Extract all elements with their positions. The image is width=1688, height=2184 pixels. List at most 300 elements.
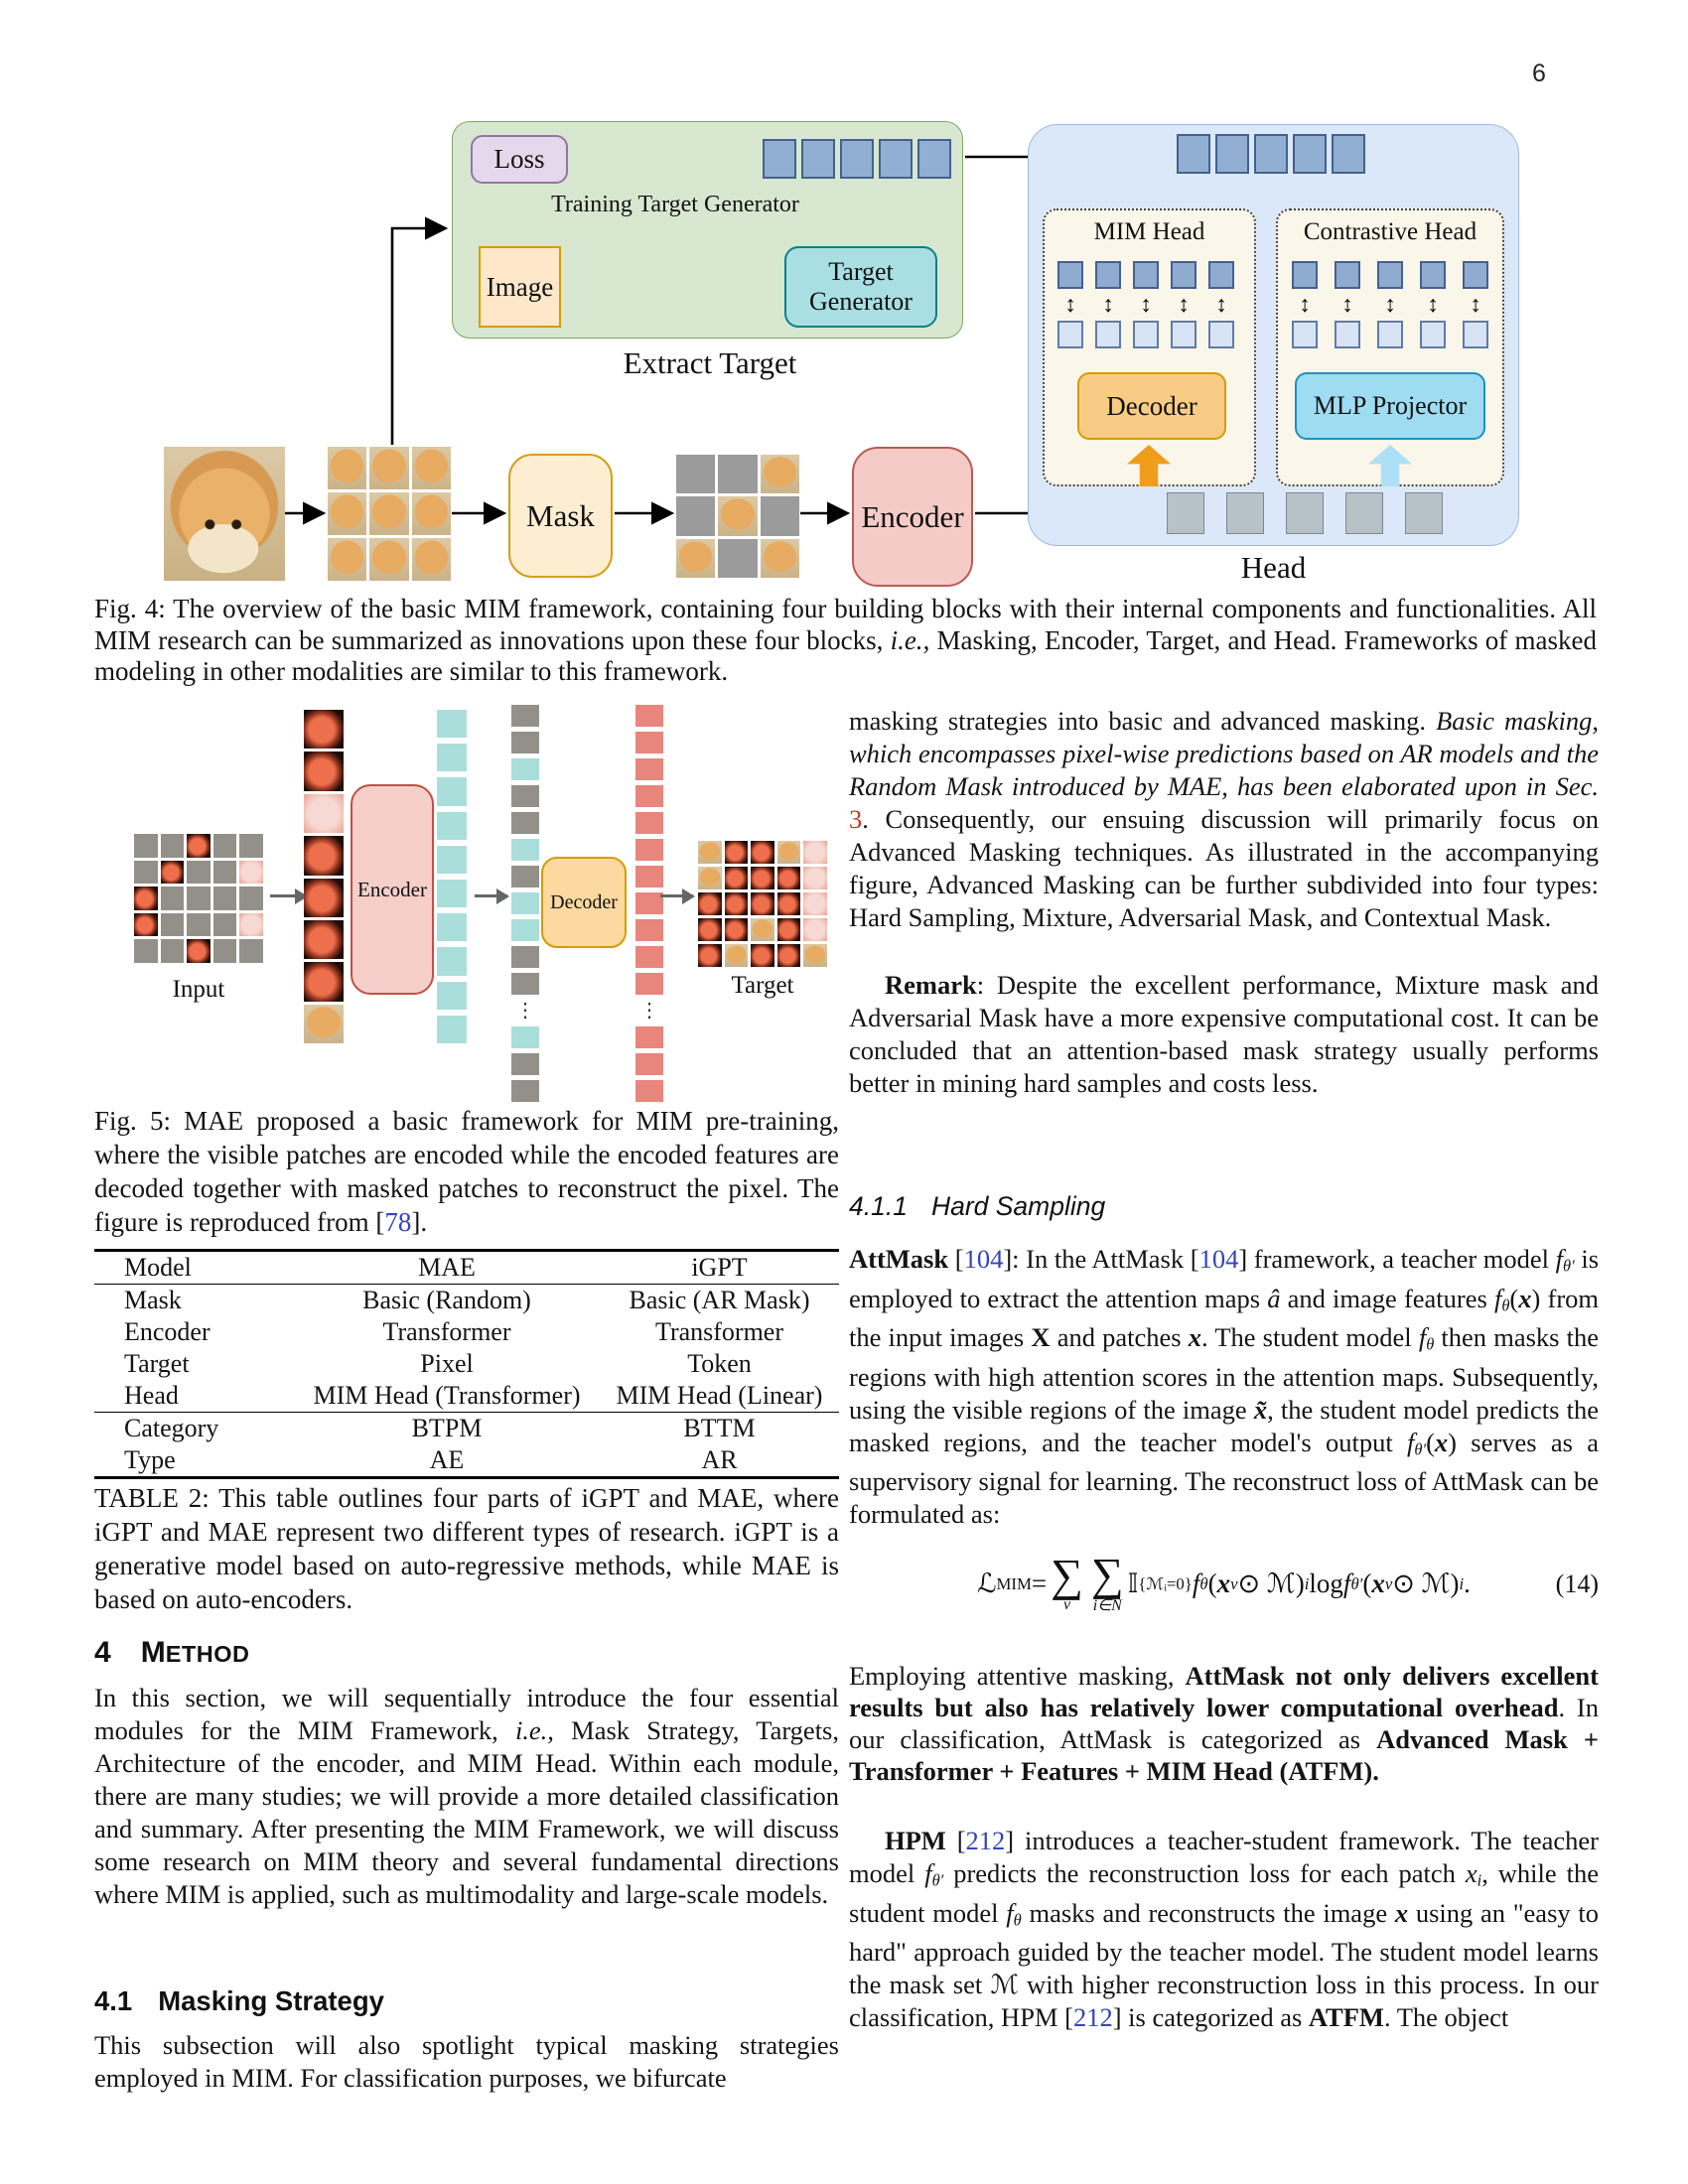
text-run: )	[1448, 1427, 1457, 1457]
text-run: In this section, we will sequentially introduce the four essential modules for the MIM Framework,	[94, 1683, 839, 1745]
text-run: .	[1464, 1569, 1471, 1599]
text-run: serves as a supervisory signal for learning. The reconstruct loss of AttMask can be formulated as:	[849, 1427, 1599, 1530]
section-4-1-heading	[94, 1985, 384, 2017]
citation-link[interactable]: 3	[849, 804, 863, 834]
grid-cell	[161, 939, 185, 963]
grid-cell	[213, 834, 237, 858]
equation-14	[849, 1545, 1599, 1624]
grid-cell	[412, 492, 451, 535]
token	[1226, 492, 1264, 534]
text-run: ETHOD	[165, 1641, 250, 1667]
mlp-projector-box: MLP Projector	[1295, 372, 1485, 440]
text-run: ⊙ ℳ)	[1237, 1569, 1305, 1599]
grid-cell	[635, 705, 663, 727]
citation-link[interactable]: 212	[965, 1826, 1006, 1855]
grid-cell	[213, 861, 237, 885]
token	[1177, 134, 1210, 174]
grid-cell	[777, 841, 801, 864]
grid-cell	[511, 1026, 539, 1048]
text-run: v	[1384, 1573, 1393, 1593]
citation-link[interactable]: 212	[1072, 2002, 1113, 2033]
text-run: TABLE 2: This table outlines four parts of iGPT and MAE, where iGPT and MAE represent two different types of research. iGPT is a generative model based on auto-regressive methods, while MAE is based on auto-encoders.	[94, 1483, 839, 1614]
image-box: Image	[479, 246, 561, 328]
grid-cell	[437, 812, 467, 840]
token	[1215, 134, 1249, 174]
grid-cell	[635, 973, 663, 995]
grid-cell	[511, 866, 539, 887]
token	[1286, 492, 1324, 534]
grid-cell	[777, 892, 801, 915]
fig5-decoder-output-column	[635, 705, 663, 1102]
grid-cell	[187, 939, 211, 963]
token	[1057, 321, 1083, 348]
text-run: and image features	[1280, 1283, 1494, 1313]
text-run: , the student model predicts the masked regions, and the teacher model's output	[849, 1394, 1599, 1457]
text-run: [	[956, 1826, 966, 1855]
grid-cell	[725, 867, 749, 889]
token	[1292, 261, 1318, 289]
text-run: θ	[1426, 1334, 1435, 1354]
grid-cell	[511, 946, 539, 968]
text-run: AttMask	[849, 1244, 955, 1274]
table-row: Mask Basic (Random) Basic (AR Mask)	[94, 1285, 839, 1317]
grid-cell	[304, 794, 344, 833]
grid-cell	[718, 455, 757, 493]
text-run: predicts the reconstruction loss for each patch	[943, 1858, 1466, 1888]
grid-cell	[239, 834, 263, 858]
target-token-strip	[763, 139, 951, 179]
text-run: Advanced Mask + Transformer + Features + MIM Head (ATFM).	[849, 1724, 1599, 1786]
table-row: Target Pixel Token	[124, 1349, 752, 1378]
token	[1167, 492, 1204, 534]
grid-cell	[511, 1053, 539, 1075]
text-run: . The object	[1383, 2002, 1509, 2033]
token: ↕	[1140, 292, 1152, 317]
token	[1171, 261, 1196, 289]
text-run: i.e.	[890, 624, 923, 655]
token	[763, 139, 796, 179]
target-generator-box: Target Generator	[784, 246, 937, 328]
grid-cell	[725, 944, 749, 967]
token	[1057, 261, 1083, 289]
grid-cell	[239, 887, 263, 910]
token	[1133, 261, 1159, 289]
contrastive-upper-tokens	[1292, 261, 1488, 289]
grid-cell	[698, 892, 722, 915]
grid-cell	[751, 918, 774, 941]
grid-cell	[698, 867, 722, 889]
grid-cell	[161, 913, 185, 937]
grid-cell	[698, 944, 722, 967]
fig5-visible-patch-strip	[304, 710, 344, 1043]
text-run: f	[924, 1858, 932, 1888]
section-title: Masking Strategy	[158, 1985, 384, 2016]
token	[879, 139, 913, 179]
section-4-heading	[94, 1636, 249, 1670]
grid-cell	[777, 944, 801, 967]
token	[917, 139, 951, 179]
grid-cell	[161, 887, 185, 910]
grid-cell	[718, 496, 757, 535]
grid-cell	[803, 867, 827, 889]
text-run: , while the student model	[849, 1858, 1599, 1928]
grid-cell	[134, 887, 158, 910]
figure-5-mae-framework	[89, 700, 844, 1107]
grid-cell	[161, 834, 185, 858]
grid-cell	[304, 710, 344, 749]
text-run: This subsection will also spotlight typical masking strategies employed in MIM. For classification purposes, we bifurcate	[94, 2030, 839, 2093]
grid-cell	[751, 944, 774, 967]
mim-updown-arrows	[1057, 289, 1234, 321]
grid-cell: ⋮	[639, 1000, 659, 1022]
table-2	[94, 1249, 839, 1479]
grid-cell	[437, 846, 467, 874]
token	[1345, 492, 1383, 534]
text-run: f	[1006, 1897, 1014, 1928]
token	[1420, 321, 1446, 348]
text-run: masking strategies into basic and advanced masking.	[849, 706, 1437, 736]
text-run: X	[1031, 1322, 1051, 1353]
text-run: =	[1031, 1569, 1048, 1599]
grid-cell	[676, 455, 715, 493]
grid-cell	[134, 913, 158, 937]
grid-cell	[803, 841, 827, 864]
grid-cell	[161, 861, 185, 885]
text-run: x	[1188, 1322, 1202, 1353]
grid-cell	[437, 744, 467, 771]
grid-cell	[187, 861, 211, 885]
text-run: Remark	[885, 970, 977, 1000]
text-run: x̃	[1253, 1394, 1268, 1425]
contrastive-updown-arrows	[1292, 289, 1488, 321]
grid-cell	[511, 705, 539, 727]
grid-cell	[213, 887, 237, 910]
grid-cell	[304, 836, 344, 875]
text-run: with higher reconstruction loss in this process. In our classification, HPM [	[849, 1970, 1599, 2033]
token	[1335, 261, 1360, 289]
text-run: ]: In the AttMask [	[1003, 1244, 1199, 1274]
grid-cell	[635, 758, 663, 780]
text-run: f	[1418, 1322, 1427, 1353]
grid-cell	[412, 538, 451, 581]
grid-cell	[635, 892, 663, 914]
text-run: MIM	[996, 1573, 1032, 1593]
contrastive-head-label: Contrastive Head	[1303, 218, 1477, 245]
patchified-dog-image	[328, 447, 451, 581]
text-run: masks and reconstructs the image	[1021, 1897, 1395, 1928]
token	[1405, 492, 1443, 534]
text-run: ℒ	[977, 1569, 997, 1599]
grid-cell	[751, 867, 774, 889]
fig5-input-grid	[134, 834, 263, 963]
token	[1208, 261, 1234, 289]
token: ↕	[1299, 292, 1311, 317]
token	[1133, 321, 1159, 348]
grid-cell	[511, 919, 539, 941]
text-run: )	[1531, 1283, 1541, 1313]
token: ↕	[1470, 292, 1481, 317]
grid-cell	[698, 841, 722, 864]
grid-cell	[437, 913, 467, 941]
table-row: Encoder Transformer Transformer	[124, 1317, 784, 1346]
grid-cell	[304, 1005, 344, 1043]
grid-cell	[511, 812, 539, 834]
figure-5-caption	[94, 1104, 839, 1239]
attmask-summary-paragraph	[849, 1660, 1599, 1787]
section-title: Hard Sampling	[930, 1191, 1106, 1221]
text-run: θ′	[1350, 1573, 1363, 1593]
grid-cell	[239, 939, 263, 963]
grid-cell	[437, 710, 467, 738]
text-run: ⊙ ℳ)	[1392, 1569, 1460, 1599]
grid-cell	[239, 861, 263, 885]
grid-cell	[635, 732, 663, 753]
text-run: then masks the regions with high attention scores in the attention maps. Subsequently, using the visible regions of the image	[849, 1322, 1600, 1425]
text-run: (	[1509, 1283, 1519, 1313]
text-run: {ℳᵢ=0}	[1138, 1574, 1193, 1594]
grid-cell	[187, 834, 211, 858]
equation-body	[977, 1549, 1471, 1614]
grid-cell	[134, 939, 158, 963]
head-label: Head	[1240, 550, 1307, 585]
token	[1293, 134, 1327, 174]
head-token-strip	[1177, 134, 1365, 174]
text-run: θ′	[1414, 1439, 1427, 1459]
section-4-intro-paragraph	[94, 1682, 839, 1911]
text-run: f	[1342, 1569, 1351, 1599]
grid-cell	[635, 1026, 663, 1048]
grid-cell	[635, 1053, 663, 1075]
text-run: (	[1426, 1427, 1435, 1457]
token	[1463, 321, 1488, 348]
text-run: Basic masking, which encompasses pixel-wise predictions based on AR models and the Random Mask introduced by MAE, has been elaborated upon in Sec.	[849, 706, 1599, 801]
grid-cell	[511, 839, 539, 861]
encoder-box: Encoder	[852, 447, 973, 587]
grid-cell	[635, 839, 663, 861]
grid-cell	[635, 946, 663, 968]
grid-cell	[134, 834, 158, 858]
citation-link[interactable]: 78	[384, 1207, 412, 1237]
table-row: Model MAE iGPT	[94, 1251, 839, 1285]
token	[1332, 134, 1365, 174]
text-run: ] is categorized as	[1112, 2002, 1309, 2033]
text-run: â	[1267, 1283, 1281, 1313]
token: ↕	[1178, 292, 1190, 317]
grid-cell	[213, 913, 237, 937]
token	[1095, 261, 1121, 289]
token	[1463, 261, 1488, 289]
text-run: ].	[411, 1207, 428, 1237]
grid-cell: ⋮	[515, 1000, 535, 1022]
grid-cell	[635, 785, 663, 807]
sum-operator: ∑ v	[1051, 1550, 1083, 1613]
grid-cell	[511, 1080, 539, 1102]
masking-strategy-paragraph	[94, 2029, 839, 2095]
grid-cell	[328, 492, 366, 535]
grid-cell	[187, 887, 211, 910]
text-run: ] framework, a teacher model	[1238, 1244, 1556, 1274]
token	[840, 139, 874, 179]
grid-cell	[761, 539, 799, 578]
text-run: : Despite the excellent performance, Mixture mask and Adversarial Mask have a more expensive computational cost. It can be concluded that an attention-based mask strategy usually performs better in mining hard samples and costs less.	[849, 970, 1599, 1098]
mask-box: Mask	[508, 454, 613, 578]
token	[1254, 134, 1288, 174]
token	[1292, 321, 1318, 348]
grid-cell	[635, 1080, 663, 1102]
token	[1171, 321, 1196, 348]
grid-cell	[437, 982, 467, 1010]
text-run: i	[1304, 1573, 1310, 1593]
text-run: . The student model	[1201, 1322, 1419, 1353]
loss-box: Loss	[471, 135, 568, 184]
section-number: 4	[94, 1636, 111, 1669]
text-run: AttMask not only delivers excellent results but also has relatively lower computational overhead	[849, 1661, 1599, 1722]
grid-cell	[635, 919, 663, 941]
table-row: Type AE AR	[94, 1444, 839, 1478]
text-run: i.e.,	[514, 1715, 554, 1745]
grid-cell	[304, 920, 344, 959]
grid-cell	[304, 962, 344, 1001]
grid-cell	[511, 892, 539, 914]
section-4-1-1-heading	[849, 1191, 1105, 1222]
text-run: Mask Strategy, Targets, Architecture of the encoder, and MIM Head. Within each module, there are many studies; we will provide a more detailed classification and summary. After presenting the MIM Framework, we will discuss some research on MIM theory and several fundamental directions where MIM is applied, such as multimodality and large-scale models.	[94, 1715, 839, 1909]
text-run: ℳ	[990, 1970, 1019, 2000]
grid-cell	[751, 841, 774, 864]
section-title	[141, 1636, 250, 1670]
grid-cell	[676, 539, 715, 578]
text-run: f	[1192, 1569, 1200, 1599]
token: ↕	[1064, 292, 1076, 317]
grid-cell	[369, 538, 408, 581]
grid-cell	[328, 447, 366, 489]
grid-cell	[437, 880, 467, 907]
fig5-encoder-box: Encoder	[351, 784, 434, 995]
citation-link[interactable]: 104	[963, 1244, 1004, 1274]
text-run: i	[1459, 1573, 1465, 1593]
encoder-output-tokens	[1167, 492, 1443, 534]
text-run: i	[1477, 1870, 1482, 1890]
text-run: x	[1434, 1427, 1449, 1457]
text-run: θ	[1013, 1910, 1022, 1930]
grid-cell	[511, 758, 539, 780]
grid-cell	[304, 879, 344, 917]
token	[1377, 261, 1403, 289]
fig5-arrow-1	[270, 894, 306, 897]
token	[801, 139, 835, 179]
citation-link[interactable]: 104	[1198, 1244, 1239, 1274]
table-row: Head MIM Head (Transformer) MIM Head (Linear)	[124, 1381, 823, 1410]
text-run: θ′	[1563, 1256, 1575, 1276]
grid-cell	[803, 892, 827, 915]
token: ↕	[1215, 292, 1227, 317]
grid-cell	[369, 492, 408, 535]
grid-cell	[725, 918, 749, 941]
remark-paragraph	[849, 969, 1599, 1100]
grid-cell	[725, 841, 749, 864]
grid-cell	[328, 538, 366, 581]
grid-cell	[437, 777, 467, 805]
equation-number: (14)	[1555, 1570, 1599, 1598]
training-target-generator-label: Training Target Generator	[551, 192, 799, 217]
text-run: [	[954, 1244, 964, 1274]
grid-cell	[698, 918, 722, 941]
grid-cell	[187, 913, 211, 937]
text-run: from the input images	[849, 1283, 1600, 1353]
token: ↕	[1341, 292, 1353, 317]
grid-cell	[777, 918, 801, 941]
mim-lower-tokens	[1057, 321, 1234, 348]
table-row: Category BTPM BTTM	[94, 1413, 839, 1445]
extract-target-label: Extract Target	[623, 345, 797, 380]
text-run: Consequently, our ensuing discussion will primarily focus on Advanced Masking techniques. As illustrated in the accompanying figure, Advanced Masking can be further subdivided into four types: Hard Sampling, Mixture, Adversarial Mask, and Contextual Mask.	[849, 804, 1599, 932]
mim-upper-tokens	[1057, 261, 1234, 289]
grid-cell	[635, 866, 663, 887]
fig5-decoder-input-column	[511, 705, 539, 1102]
text-run: x	[1465, 1858, 1477, 1888]
text-run: 𝕀	[1127, 1569, 1139, 1599]
grid-cell	[213, 939, 237, 963]
fig5-arrow-2	[475, 894, 507, 897]
grid-cell	[725, 892, 749, 915]
table-2-caption	[94, 1481, 839, 1616]
text-run: ATFM	[1308, 2002, 1384, 2033]
token: ↕	[1102, 292, 1114, 317]
fig5-latent-token-column	[437, 710, 467, 1043]
advanced-masking-paragraph	[849, 705, 1599, 934]
text-run: using an "easy to hard" approach guided by the teacher model. The student model learns the mask set	[849, 1897, 1599, 2000]
grid-cell	[239, 913, 263, 937]
grid-cell	[761, 455, 799, 493]
token: ↕	[1427, 292, 1439, 317]
token	[1420, 261, 1446, 289]
text-run: . In our classification, AttMask is categorized as	[849, 1693, 1600, 1754]
text-run: x	[1518, 1283, 1532, 1313]
fig5-arrow-3	[660, 894, 693, 897]
fig5-target-label: Target	[731, 972, 794, 999]
token	[1377, 321, 1403, 348]
decoder-box: Decoder	[1077, 372, 1226, 440]
grid-cell	[511, 732, 539, 753]
grid-cell	[718, 539, 757, 578]
text-run: v	[1230, 1573, 1238, 1593]
grid-cell	[511, 973, 539, 995]
mim-head-label: MIM Head	[1093, 218, 1205, 245]
text-run: x	[1371, 1569, 1385, 1599]
fig5-input-label: Input	[172, 976, 225, 1003]
grid-cell	[676, 496, 715, 535]
text-run: Employing attentive masking,	[849, 1661, 1186, 1691]
grid-cell	[511, 785, 539, 807]
text-run: θ	[1501, 1296, 1510, 1315]
page-number: 6	[1532, 60, 1546, 87]
text-run: log	[1309, 1569, 1343, 1599]
hpm-paragraph	[849, 1825, 1599, 2034]
attmask-paragraph	[849, 1243, 1599, 1531]
grid-cell	[777, 867, 801, 889]
text-run: , Masking, Encoder, Target, and Head. Frameworks of masked modeling in other modalities are similar to this framework.	[94, 624, 1598, 686]
grid-cell	[751, 892, 774, 915]
text-run: HPM	[885, 1826, 957, 1855]
grid-cell	[803, 918, 827, 941]
grid-cell	[304, 751, 344, 790]
text-run: (	[1207, 1569, 1217, 1599]
token	[1335, 321, 1360, 348]
text-run: M	[140, 1636, 166, 1669]
grid-cell	[437, 947, 467, 975]
text-run: is employed to extract the attention maps	[849, 1244, 1600, 1313]
figure-4-caption	[94, 594, 1597, 688]
text-run: x	[1394, 1897, 1409, 1928]
